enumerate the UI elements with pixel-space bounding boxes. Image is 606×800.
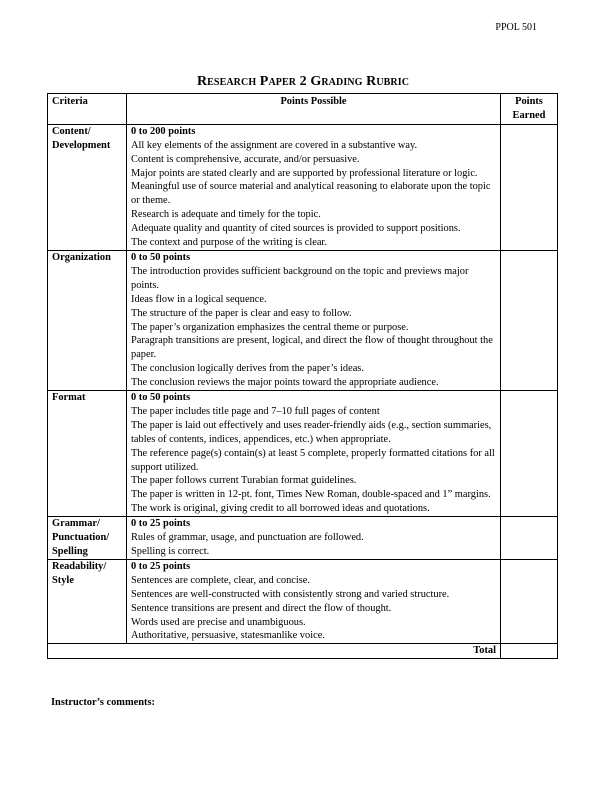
points-range: 0 to 200 points <box>131 125 196 137</box>
criteria-cell: Organization <box>48 250 127 390</box>
criteria-cell: Readability/ Style <box>48 559 127 643</box>
criterion-description: The introduction provides sufficient background on the topic and previews major points. <box>131 265 469 291</box>
criterion-description: The structure of the paper is clear and easy to follow. <box>131 307 352 319</box>
criterion-description: Sentence transitions are present and direct the flow of thought. <box>131 602 392 614</box>
criterion-description: The work is original, giving credit to all borrowed ideas and quotations. <box>131 503 430 515</box>
table-row <box>48 250 558 390</box>
points-range: 0 to 25 points <box>131 560 191 572</box>
criterion-description: Words used are precise and unambiguous. <box>131 616 306 628</box>
criterion-description: Meaningful use of source material and analytical reasoning to elaborate upon the topic or theme. <box>131 181 491 207</box>
column-header-points-earned: Points Earned <box>501 94 558 125</box>
criteria-cell: Format <box>48 391 127 517</box>
criterion-description: Paragraph transitions are present, logical, and direct the flow of thought throughout the paper. <box>131 335 493 361</box>
table-header-row <box>48 94 558 125</box>
criterion-description: The conclusion logically derives from the paper’s ideas. <box>131 363 364 375</box>
rubric-body <box>48 124 558 644</box>
criterion-description: Rules of grammar, usage, and punctuation are followed. <box>131 532 364 544</box>
criteria-cell: Grammar/ Punctuation/ Spelling <box>48 517 127 560</box>
points-earned-cell[interactable] <box>501 559 558 643</box>
points-possible-cell <box>127 559 501 643</box>
column-header-criteria: Criteria <box>48 94 127 125</box>
course-code: PPOL 501 <box>495 22 537 33</box>
criterion-description: The conclusion reviews the major points toward the appropriate audience. <box>131 377 439 389</box>
page-title: Research Paper 2 Grading Rubric <box>196 74 410 89</box>
points-range: 0 to 50 points <box>131 251 191 263</box>
total-label: Total <box>127 644 501 659</box>
rubric-table <box>47 93 558 659</box>
points-possible-cell <box>127 250 501 390</box>
criterion-description: The paper follows current Turabian format guidelines. <box>131 475 357 487</box>
criterion-description: All key elements of the assignment are covered in a substantive way. <box>131 139 418 151</box>
criterion-description: Major points are stated clearly and are supported by professional literature or logic. <box>131 167 478 179</box>
table-row <box>48 517 558 560</box>
criterion-description: The context and purpose of the writing is clear. <box>131 237 327 249</box>
points-possible-cell <box>127 517 501 560</box>
criterion-description: Content is comprehensive, accurate, and/or persuasive. <box>131 153 360 165</box>
criterion-description: The paper is laid out effectively and uses reader-friendly aids (e.g., section summaries, tables of contents, indices, appendices, etc.) when appropriate. <box>131 419 492 445</box>
criterion-description: Ideas flow in a logical sequence. <box>131 293 267 305</box>
column-header-points-possible: Points Possible <box>127 94 501 125</box>
total-points-cell[interactable] <box>501 644 558 659</box>
points-earned-cell[interactable] <box>501 124 558 250</box>
points-range: 0 to 50 points <box>131 392 191 404</box>
total-spacer-cell <box>48 644 127 659</box>
table-row <box>48 391 558 517</box>
points-earned-cell[interactable] <box>501 517 558 560</box>
points-range: 0 to 25 points <box>131 518 191 530</box>
criterion-description: Sentences are complete, clear, and concise. <box>131 574 311 586</box>
points-earned-cell[interactable] <box>501 250 558 390</box>
criterion-description: Adequate quality and quantity of cited sources is provided to support positions. <box>131 223 461 235</box>
points-earned-cell[interactable] <box>501 391 558 517</box>
table-row <box>48 124 558 250</box>
points-possible-cell <box>127 124 501 250</box>
criterion-description: Spelling is correct. <box>131 546 210 557</box>
criterion-description: Research is adequate and timely for the topic. <box>131 209 321 221</box>
table-row <box>48 559 558 643</box>
criterion-description: Authoritative, persuasive, statesmanlike voice. <box>131 630 325 642</box>
points-possible-cell <box>127 391 501 517</box>
criterion-description: Sentences are well-constructed with consistently strong and varied structure. <box>131 588 450 600</box>
criterion-description: The reference page(s) contain(s) at least 5 complete, properly formatted citations for all support utilized. <box>131 447 495 473</box>
criterion-description: The paper’s organization emphasizes the central theme or purpose. <box>131 321 409 333</box>
criterion-description: The paper includes title page and 7–10 full pages of content <box>131 405 380 417</box>
criterion-description: The paper is written in 12-pt. font, Times New Roman, double-spaced and 1” margins. <box>131 489 491 501</box>
instructor-comments-label: Instructor’s comments: <box>51 697 155 708</box>
total-row <box>48 644 558 659</box>
criteria-cell: Content/ Development <box>48 124 127 250</box>
